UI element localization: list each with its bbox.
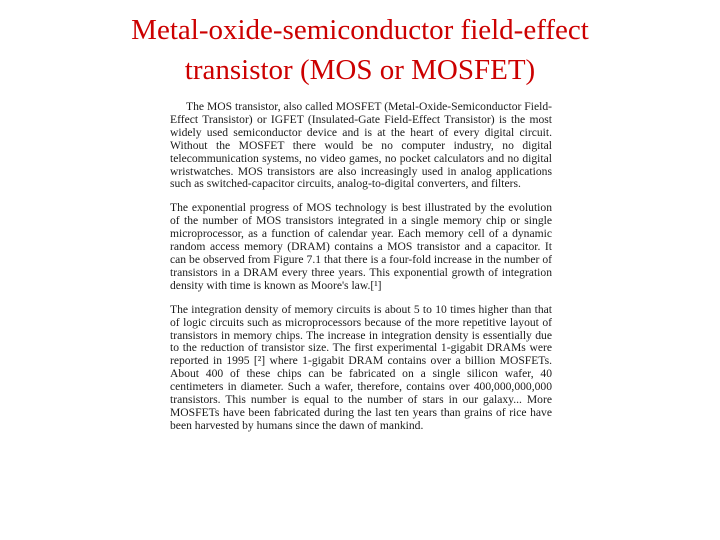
slide-title-line-1: Metal-oxide-semiconductor field-effect (131, 14, 589, 46)
paragraph-moores-law: The exponential progress of MOS technology is best illustrated by the evolution of the number of MOS transistors integrated in a single memory chip or single microprocessor, as a function of calendar year. Each memory cell of a dynamic random access memory (DRAM) contains a MOS transistor and a capacitor. It can be observed from Figure 7.1 that there is a four-fold increase in the number of transistors in a DRAM every three years. This exponential growth of integration density with time is known as Moore's law.[¹] (170, 201, 552, 292)
slide-title-line-2: transistor (MOS or MOSFET) (184, 54, 536, 86)
paragraph-mos-intro: The MOS transistor, also called MOSFET (Metal-Oxide-Semiconductor Field-Effect Transistor) or IGFET (Insulated-Gate Field-Effect Transistor) is the most widely used semiconductor device and is at the heart of every digital circuit. Without the MOSFET there would be no computer industry, no digital telecommunication systems, no video games, no pocket calculators and no digital wristwatches. MOS transistors are also increasingly used in analog applications such as switched-capacitor circuits, analog-to-digital converters, and filters. (170, 100, 552, 191)
slide-title (0, 10, 720, 90)
document-excerpt (170, 101, 552, 433)
paragraph-integration-density: The integration density of memory circuits is about 5 to 10 times higher than that of logic circuits such as microprocessors because of the more repetitive layout of transistors in memory chips. The increase in integration density is essentially due to the reduction of transistor size. The first experimental 1-gigabit DRAMs were reported in 1995 [²] where 1-gigabit DRAM contains over a billion MOSFETs. About 400 of these chips can be fabricated on a single silicon wafer, 40 centimeters in diameter. Such a wafer, therefore, contains over 400,000,000,000 transistors. This number is equal to the number of stars in our galaxy... More MOSFETs have been fabricated during the last ten years than grains of rice have been harvested by humans since the dawn of mankind. (170, 302, 552, 432)
